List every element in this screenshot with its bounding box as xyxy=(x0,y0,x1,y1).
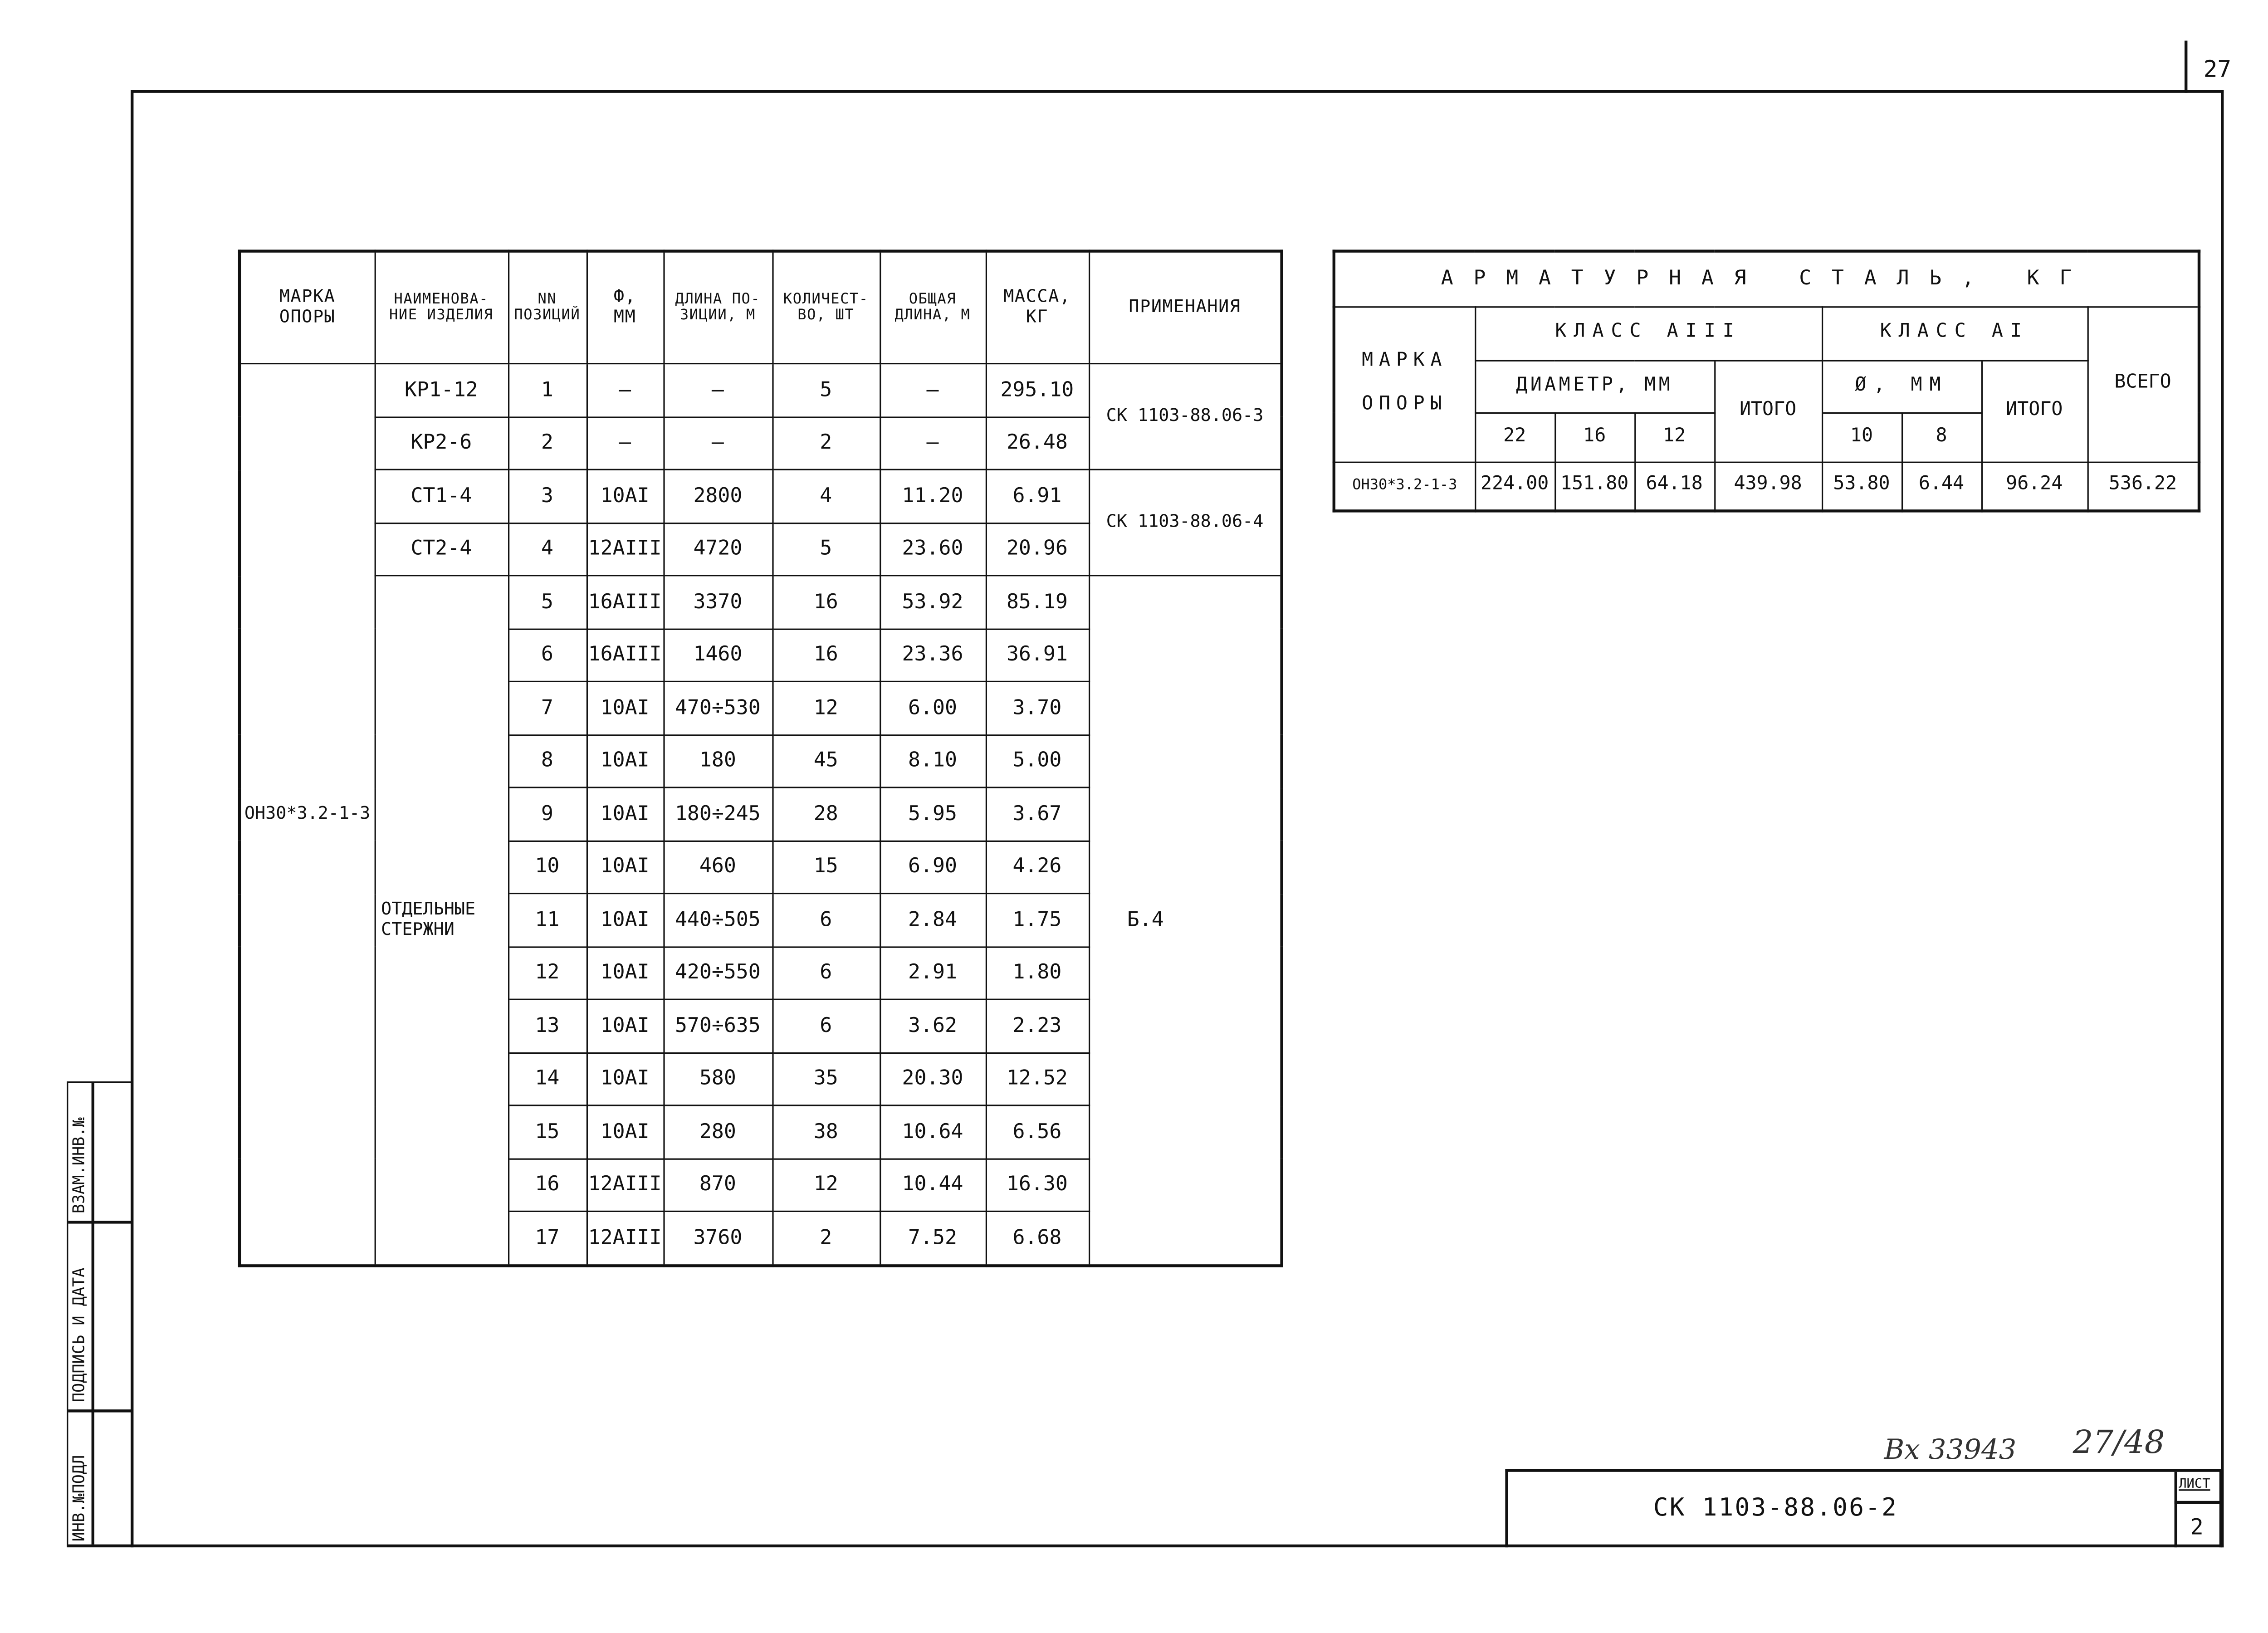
cell-dia: 10АI xyxy=(587,894,664,947)
separate-rods-cell: ОТДЕЛЬНЫЕ СТЕРЖНИ xyxy=(375,576,508,1265)
application-group-2: СК 1103-88.06-4 xyxy=(1089,469,1282,576)
cell-mass: 26.48 xyxy=(986,416,1089,469)
cell-dia: 10АI xyxy=(587,946,664,999)
document-code: СК 1103-88.06-2 xyxy=(1653,1493,1898,1523)
cell-total: 23.60 xyxy=(880,523,986,576)
sheet-label: ЛИСТ xyxy=(2179,1477,2210,1492)
reinforcing-steel-table xyxy=(1333,249,2201,512)
cell-qty: 15 xyxy=(772,841,880,894)
cell-total: 10.64 xyxy=(880,1105,986,1159)
steel-header-brand: МАРКА ОПОРЫ xyxy=(1334,306,1475,461)
cell-len: 280 xyxy=(663,1105,772,1159)
class-a3-header: КЛАСС АIII xyxy=(1475,306,1822,360)
frame-top xyxy=(131,90,2224,93)
margin-label-replace: ВЗАМ.ИНВ.№ xyxy=(69,1117,89,1214)
cell-dia: 12АIII xyxy=(587,1211,664,1265)
cell-qty: 4 xyxy=(772,469,880,523)
a3-value: 151.80 xyxy=(1554,462,1634,511)
cell-pos: 10 xyxy=(508,841,587,894)
cell-total: — xyxy=(880,364,986,417)
table-row xyxy=(1334,462,2199,511)
cell-dia: 10АI xyxy=(587,787,664,841)
cell-dia: 16АIII xyxy=(587,629,664,682)
cell-dia: 10АI xyxy=(587,681,664,734)
cell-len: 570÷635 xyxy=(663,999,772,1052)
a3-value: 224.00 xyxy=(1475,462,1554,511)
diameter-header: ДИАМЕТР, ММ xyxy=(1475,360,1714,412)
cell-len: 3370 xyxy=(663,576,772,629)
a1-total: 96.24 xyxy=(1981,462,2087,511)
cell-dia: 10АI xyxy=(587,469,664,523)
dia-22: 22 xyxy=(1475,412,1554,462)
dia-16: 16 xyxy=(1554,412,1634,462)
cell-mass: 1.80 xyxy=(986,946,1089,999)
cell-pos: 2 xyxy=(508,416,587,469)
cell-qty: 6 xyxy=(772,999,880,1052)
cell-pos: 16 xyxy=(508,1159,587,1212)
cell-total: 23.36 xyxy=(880,629,986,682)
cell-qty: 5 xyxy=(772,364,880,417)
cell-mass: 36.91 xyxy=(986,629,1089,682)
cell-mass: 3.67 xyxy=(986,787,1089,841)
margin-label-signature: ПОДПИСЬ И ДАТА xyxy=(69,1267,89,1403)
cell-total: 2.91 xyxy=(880,946,986,999)
cell-mass: 6.91 xyxy=(986,469,1089,523)
application-group-1: СК 1103-88.06-3 xyxy=(1089,364,1282,470)
cell-len: 580 xyxy=(663,1052,772,1105)
cell-pos: 1 xyxy=(508,364,587,417)
cell-dia: 12АIII xyxy=(587,1159,664,1212)
steel-row-brand: ОН30*3.2-1-3 xyxy=(1334,462,1475,511)
cell-total: 7.52 xyxy=(880,1211,986,1265)
a3-total: 439.98 xyxy=(1714,462,1822,511)
grand-total-header: ВСЕГО xyxy=(2087,306,2199,461)
a1-value: 53.80 xyxy=(1822,462,1901,511)
cell-mass: 12.52 xyxy=(986,1052,1089,1105)
class-a1-header: КЛАСС АI xyxy=(1822,306,2087,360)
cell-total: 20.30 xyxy=(880,1052,986,1105)
cell-dia: 16АIII xyxy=(587,576,664,629)
cell-len: 470÷530 xyxy=(663,681,772,734)
cell-mass: 20.96 xyxy=(986,523,1089,576)
cell-qty: 12 xyxy=(772,681,880,734)
corner-tick xyxy=(2185,41,2187,93)
cell-pos: 6 xyxy=(508,629,587,682)
cell-mass: 6.56 xyxy=(986,1105,1089,1159)
cell-pos: 9 xyxy=(508,787,587,841)
cell-len: 1460 xyxy=(663,629,772,682)
cell-len: — xyxy=(663,364,772,417)
frame-right xyxy=(2221,90,2224,1547)
steel-title: АРМАТУРНАЯ СТАЛЬ, КГ xyxy=(1334,251,2199,307)
cell-qty: 2 xyxy=(772,416,880,469)
cell-len: 180 xyxy=(663,734,772,787)
cell-total: 5.95 xyxy=(880,787,986,841)
dia-12: 12 xyxy=(1634,412,1714,462)
cell-len: 2800 xyxy=(663,469,772,523)
dia-8: 8 xyxy=(1901,412,1981,462)
cell-total: 2.84 xyxy=(880,894,986,947)
cell-dia: 10АI xyxy=(587,841,664,894)
cell-total: 11.20 xyxy=(880,469,986,523)
cell-mass: 6.68 xyxy=(986,1211,1089,1265)
cell-pos: 4 xyxy=(508,523,587,576)
application-group-3: Б.4 xyxy=(1089,576,1282,1265)
cell-qty: 12 xyxy=(772,1159,880,1212)
a3-value: 64.18 xyxy=(1634,462,1714,511)
cell-pos: 8 xyxy=(508,734,587,787)
margin-label-inventory: ИНВ.№ПОДЛ xyxy=(69,1455,89,1542)
cell-mass: 295.10 xyxy=(986,364,1089,417)
table-row xyxy=(240,469,1282,523)
cell-pos: 17 xyxy=(508,1211,587,1265)
cell-total: — xyxy=(880,416,986,469)
cell-mass: 3.70 xyxy=(986,681,1089,734)
cell-total: 8.10 xyxy=(880,734,986,787)
cell-len: — xyxy=(663,416,772,469)
cell-pos: 3 xyxy=(508,469,587,523)
cell-pos: 14 xyxy=(508,1052,587,1105)
cell-len: 180÷245 xyxy=(663,787,772,841)
page-number: 27 xyxy=(2203,55,2232,83)
intake-note: Вх 33943 xyxy=(1884,1434,2017,1466)
cell-mass: 4.26 xyxy=(986,841,1089,894)
sheet-fraction: 27/48 xyxy=(2072,1425,2165,1462)
header-brand: МАРКА ОПОРЫ xyxy=(240,251,375,364)
item-name: СТ1-4 xyxy=(375,469,508,523)
a1-value: 6.44 xyxy=(1901,462,1981,511)
cell-len: 3760 xyxy=(663,1211,772,1265)
cell-pos: 11 xyxy=(508,894,587,947)
cell-total: 10.44 xyxy=(880,1159,986,1212)
header-application: ПРИМЕНАНИЯ xyxy=(1089,251,1282,364)
header-total-length: ОБЩАЯ ДЛИНА, М xyxy=(880,251,986,364)
phi-header: Ø, ММ xyxy=(1822,360,1981,412)
cell-qty: 28 xyxy=(772,787,880,841)
a3-total-header: ИТОГО xyxy=(1714,360,1822,462)
cell-len: 870 xyxy=(663,1159,772,1212)
cell-qty: 5 xyxy=(772,523,880,576)
brand-cell: ОН30*3.2-1-3 xyxy=(240,364,375,1265)
cell-qty: 16 xyxy=(772,576,880,629)
cell-qty: 6 xyxy=(772,894,880,947)
header-position: NN ПОЗИЦИЙ xyxy=(508,251,587,364)
cell-qty: 2 xyxy=(772,1211,880,1265)
spec-header-row xyxy=(240,251,1282,364)
sheet-number: 2 xyxy=(2190,1514,2204,1540)
header-diameter: Ф, ММ xyxy=(587,251,664,364)
cell-mass: 1.75 xyxy=(986,894,1089,947)
cell-dia: 10АI xyxy=(587,734,664,787)
header-quantity: КОЛИЧЕСТ- ВО, ШТ xyxy=(772,251,880,364)
cell-mass: 16.30 xyxy=(986,1159,1089,1212)
table-row xyxy=(240,364,1282,417)
cell-mass: 2.23 xyxy=(986,999,1089,1052)
cell-dia: — xyxy=(587,416,664,469)
a1-total-header: ИТОГО xyxy=(1981,360,2087,462)
grand-total: 536.22 xyxy=(2087,462,2199,511)
cell-mass: 85.19 xyxy=(986,576,1089,629)
cell-mass: 5.00 xyxy=(986,734,1089,787)
cell-len: 4720 xyxy=(663,523,772,576)
item-name: КР1-12 xyxy=(375,364,508,417)
cell-qty: 45 xyxy=(772,734,880,787)
cell-pos: 12 xyxy=(508,946,587,999)
cell-dia: 10АI xyxy=(587,999,664,1052)
cell-total: 53.92 xyxy=(880,576,986,629)
cell-dia: 10АI xyxy=(587,1105,664,1159)
cell-len: 420÷550 xyxy=(663,946,772,999)
cell-pos: 15 xyxy=(508,1105,587,1159)
cell-dia: 12АIII xyxy=(587,523,664,576)
header-length: ДЛИНА ПО- ЗИЦИИ, М xyxy=(663,251,772,364)
cell-pos: 7 xyxy=(508,681,587,734)
cell-pos: 13 xyxy=(508,999,587,1052)
cell-qty: 35 xyxy=(772,1052,880,1105)
cell-dia: — xyxy=(587,364,664,417)
cell-len: 440÷505 xyxy=(663,894,772,947)
header-item-name: НАИМЕНОВА- НИЕ ИЗДЕЛИЯ xyxy=(375,251,508,364)
dia-10: 10 xyxy=(1822,412,1901,462)
specification-table xyxy=(238,249,1283,1266)
header-mass: МАССА, КГ xyxy=(986,251,1089,364)
item-name: КР2-6 xyxy=(375,416,508,469)
item-name: СТ2-4 xyxy=(375,523,508,576)
cell-pos: 5 xyxy=(508,576,587,629)
cell-len: 460 xyxy=(663,841,772,894)
cell-total: 3.62 xyxy=(880,999,986,1052)
margin-stamp xyxy=(67,1081,132,1546)
table-row xyxy=(240,576,1282,629)
title-block xyxy=(1505,1469,2222,1547)
cell-total: 6.90 xyxy=(880,841,986,894)
cell-qty: 16 xyxy=(772,629,880,682)
cell-total: 6.00 xyxy=(880,681,986,734)
cell-dia: 10АI xyxy=(587,1052,664,1105)
cell-qty: 6 xyxy=(772,946,880,999)
cell-qty: 38 xyxy=(772,1105,880,1159)
